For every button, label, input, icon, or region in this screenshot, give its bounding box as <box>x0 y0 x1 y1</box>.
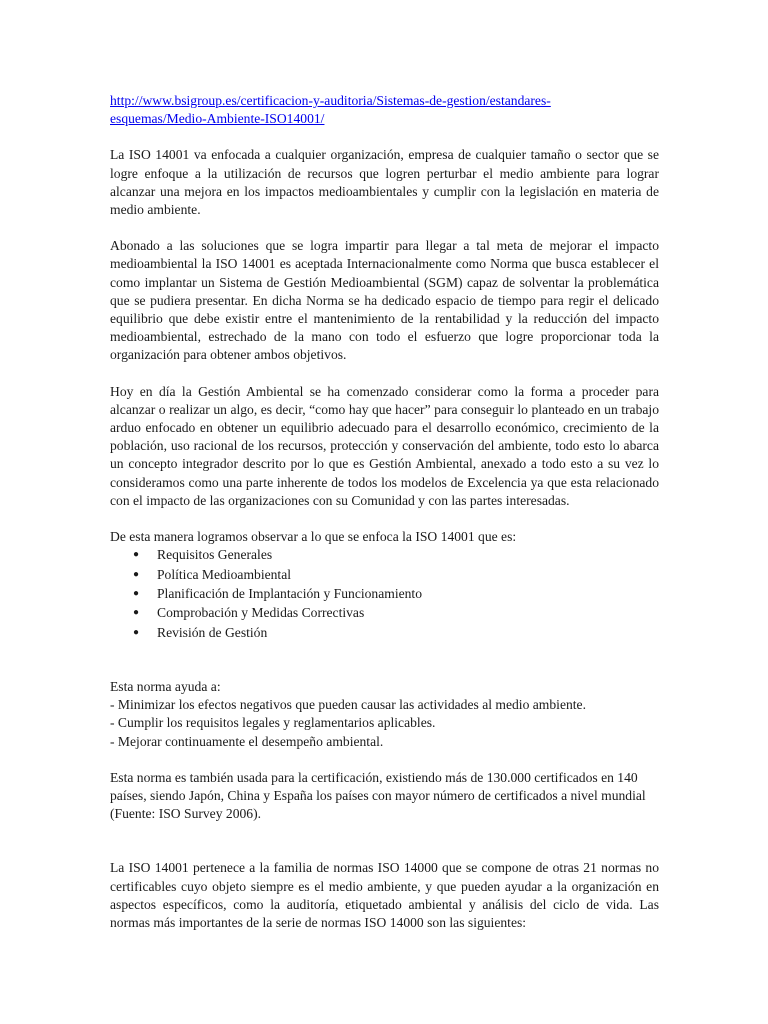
paragraph-iso-solutions: Abonado a las soluciones que se logra impartir para llegar a tal meta de mejorar el impacto medioambiental la ISO 14001 es aceptada Internacionalmente como Norma que busca establecer el como implantar un Sistema de Gestión Medioambiental (SGM) capaz de solventar la problemática que se pudiera presentar. En dicha Norma se ha dedicado espacio de tiempo para regir el delicado equilibrio que debe existir entre el mantenimiento de la rentabilidad y la reducción del impacto medioambiental, estrechado de la mano con todo el esfuerzo que logre proporcionar toda la organización para obtener ambos objetivos. <box>110 238 659 363</box>
paragraph-environmental-management: Hoy en día la Gestión Ambiental se ha comenzado considerar como la forma a proceder para alcanzar o realizar un algo, es decir, “como hay que hacer” para conseguir lo planteado en un trabajo arduo enfocado en obtener un equilibrio adecuado para el desarrollo económico, crecimiento de la población, uso racional de los recursos, protección y conservación del ambiente, todo esto lo abarca un concepto integrador descrito por lo que es Gestión Ambiental, anexado a todo esto a su vez lo consideramos como una parte inherente de todos los modelos de Excelencia ya que esta relacionado con el impacto de las organizaciones con su Comunidad y con las partes interesadas. <box>110 383 659 508</box>
list-item: ● Planificación de Implantación y Funcionamiento <box>157 585 659 603</box>
helps-item: - Cumplir los requisitos legales y reglamentarios aplicables. <box>110 715 436 731</box>
list-item: ● Revisión de Gestión <box>157 624 659 642</box>
bullet-icon: ● <box>133 607 140 619</box>
source-link-line-2[interactable]: esquemas/Medio-Ambiente-ISO14001/ <box>110 111 325 127</box>
certification-source: (Fuente: ISO Survey 2006). <box>110 806 262 822</box>
helps-title: Esta norma ayuda a: <box>110 679 221 695</box>
source-link[interactable] <box>110 92 659 128</box>
helps-section <box>110 678 659 751</box>
helps-item: - Mejorar continuamente el desempeño ambiental. <box>110 733 384 749</box>
bullet-icon: ● <box>133 568 140 580</box>
certification-section <box>110 769 659 824</box>
document-body <box>110 92 659 950</box>
source-link-line-1[interactable]: http://www.bsigroup.es/certificacion-y-auditoria/Sistemas-de-gestion/estandares- <box>110 93 551 108</box>
iso-topics-list <box>110 546 659 642</box>
paragraph-iso-scope: La ISO 14001 va enfocada a cualquier organización, empresa de cualquier tamaño o sector que se logre enfoque a la utilización de recursos que logren perturbar el medio ambiente para lograr alcanzar una mejora en los impactos medioambientales y cumplir con la legislación en materia de medio ambiente. <box>110 147 659 218</box>
certification-text: Esta norma es también usada para la certificación, existiendo más de 130.000 certificados en 140 países, siendo Japón, China y España los países con mayor número de certificados a nivel mundial <box>110 769 646 804</box>
bullet-icon: ● <box>133 588 140 600</box>
list-item: ● Política Medioambiental <box>157 566 659 584</box>
bullet-icon: ● <box>133 549 140 561</box>
paragraph-focus-intro: De esta manera logramos observar a lo que se enfoca la ISO 14001 que es: <box>110 529 517 545</box>
helps-item: - Minimizar los efectos negativos que pueden causar las actividades al medio ambiente. <box>110 697 586 713</box>
list-item: ● Comprobación y Medidas Correctivas <box>157 604 659 622</box>
paragraph-iso-family: La ISO 14001 pertenece a la familia de normas ISO 14000 que se compone de otras 21 normas no certificables cuyo objeto siempre es el medio ambiente, y que pueden ayudar a la organización en aspectos específicos, como la auditoría, etiquetado ambiental y análisis del ciclo de vida. Las normas más importantes de la serie de normas ISO 14000 son las siguientes: <box>110 860 659 931</box>
list-item: ● Requisitos Generales <box>157 546 659 564</box>
bullet-icon: ● <box>133 626 140 638</box>
